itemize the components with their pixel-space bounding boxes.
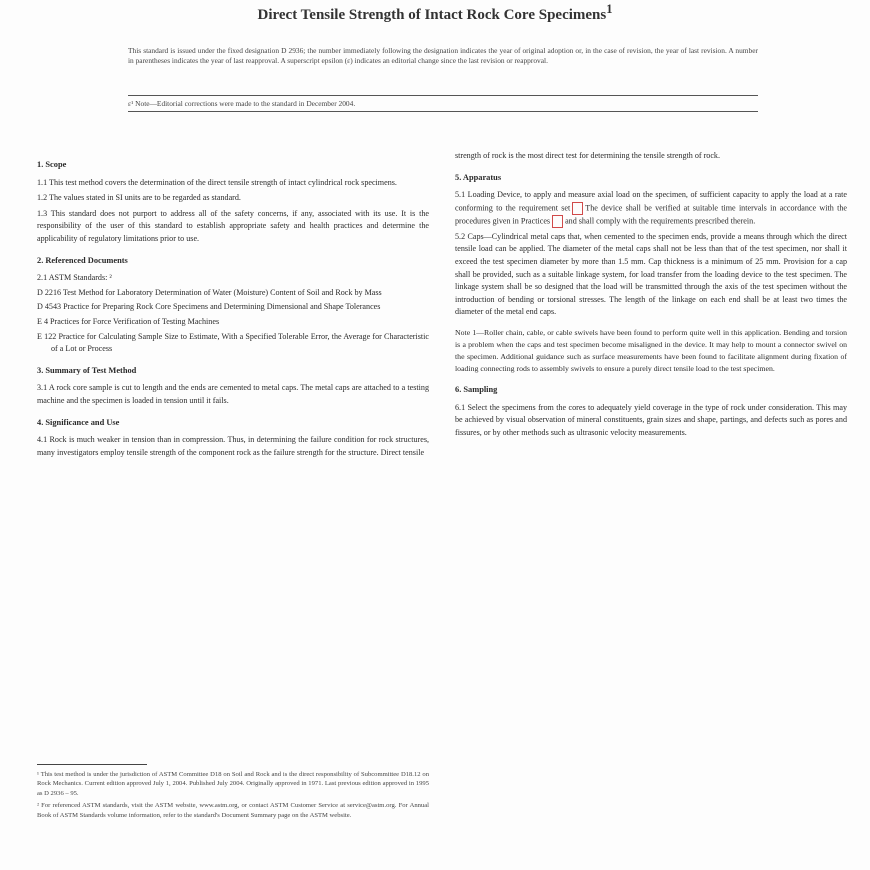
reference-item: 2.1 ASTM Standards: ² xyxy=(37,273,112,283)
footnote: ² For referenced ASTM standards, visit the ASTM website, www.astm.org, or contact ASTM Customer Service at service@astm.org. For Annual Book of ASTM Standards volume information, refer to the standard's Document Summary page on the ASTM website. xyxy=(37,802,429,819)
title-footnote-marker: 1 xyxy=(606,2,613,16)
left-column xyxy=(37,150,429,462)
section-heading: 1. Scope xyxy=(37,160,67,169)
bottom-divider xyxy=(128,111,758,112)
editorial-note: ε¹ Note—Editorial corrections were made to the standard in December 2004. xyxy=(128,99,356,108)
document-title xyxy=(0,0,870,24)
reference-item: E 4 Practices for Force Verification of Testing Machines xyxy=(37,316,220,326)
section-heading: 4. Significance and Use xyxy=(37,417,120,427)
footnote: ¹ This test method is under the jurisdiction of ASTM Committee D18 on Soil and Rock and is the direct responsibility of Subcommittee D18.12 on Rock Mechanics. Current edition approved July 1, 2004. Published July 2004. Originally approved in 1971. Last previous edition approved in 1995 as D 2936 – 95. xyxy=(37,771,429,797)
paragraph xyxy=(455,189,847,228)
paragraph: 5.2 Caps—Cylindrical metal caps that, when cemented to the specimen ends, provide a means through which the direct tensile load can be applied. The diameter of the metal caps shall not be less than that of the test specimen, nor shall it exceed the test specimen diameter by more than 1.5 mm. Cap thickness is a minimum of 25 mm. Provision for a cap shall be provided, such as a suitable linkage system, for load transfer from the loading device to the test specimen. The linkage system shall be so designed that the load will be transmitted through the axis of the test specimen without the introduction of bending or torsional stresses. The length of the linkage on each end shall be at least two times the diameter of the metal end caps. xyxy=(455,231,847,317)
section-heading: 3. Summary of Test Method xyxy=(37,365,137,375)
paragraph: 6.1 Select the specimens from the cores to adequately yield coverage in the type of rock under consideration. This may be achieved by visual observation of mineral constituents, grain sizes and shape, partings, and defects such as pores and fissures, or by other methods such as ultrasonic velocity measurements. xyxy=(455,402,847,437)
title-text: Direct Tensile Strength of Intact Rock Core Specimens xyxy=(257,7,607,23)
paragraph: 1.3 This standard does not purport to address all of the safety concerns, if any, associated with its use. It is the responsibility of the user of this standard to establish appropriate safety and health practices and determine the applicability of regulatory limitations prior to use. xyxy=(37,208,429,243)
top-divider xyxy=(128,95,758,96)
paragraph-text: and shall comply with the requirements prescribed therein. xyxy=(565,216,756,226)
footnotes xyxy=(37,770,429,823)
highlight-marker xyxy=(552,215,563,228)
designation-abstract: This standard is issued under the fixed designation D 2936; the number immediately following the designation indicates the year of original adoption or, in the case of revision, the year of last revision. A number in parentheses indicates the year of last reapproval. A superscript epsilon (ε) indicates an editorial change since the last revision or reapproval. xyxy=(128,46,758,65)
section-heading: 6. Sampling xyxy=(455,384,498,394)
reference-item: D 2216 Test Method for Laboratory Determination of Water (Moisture) Content of Soil and Rock by Mass xyxy=(37,287,382,297)
paragraph: 1.1 This test method covers the determination of the direct tensile strength of intact cylindrical rock specimens. xyxy=(37,177,397,187)
paragraph-text: 5.1 Loading Device, to apply and measure axial load on the specimen, of sufficient capacity to apply the load at a rate conforming to the requirement set xyxy=(455,190,847,213)
reference-item: E 122 Practice for Calculating Sample Size to Estimate, With a Specified Tolerable Error, the Average for Characteristic of a Lot or Process xyxy=(37,331,429,354)
section-heading: 5. Apparatus xyxy=(455,172,502,182)
highlight-marker xyxy=(572,202,583,215)
reference-item: D 4543 Practice for Preparing Rock Core Specimens and Determining Dimensional and Shape Tolerances xyxy=(37,302,381,312)
footnote-divider xyxy=(37,764,147,765)
note: Note 1—Roller chain, cable, or cable swivels have been found to perform quite well in this application. Bending and torsion is a problem when the caps and test specimen become misaligned in the device. It may help to mount a connector swivel on the specimen. Additional guidance such as surface measurements have been found to facilitate alignment during fixation of loading connecting rods to assembly swivels to ensure a purely direct tensile load to the test specimen. xyxy=(455,327,847,373)
paragraph: 4.1 Rock is much weaker in tension than in compression. Thus, in determining the failure condition for rock structures, many investigators employ tensile strength of the component rock as the failure strength for the structure. Direct tensile xyxy=(37,435,429,457)
paragraph: strength of rock is the most direct test for determining the tensile strength of rock. xyxy=(455,151,721,160)
section-heading: 2. Referenced Documents xyxy=(37,255,128,265)
paragraph-text: The device shall be verified at suitable time intervals in accordance with the procedures given in Practices xyxy=(455,203,848,226)
right-column xyxy=(455,150,847,442)
paragraph: 1.2 The values stated in SI units are to be regarded as standard. xyxy=(37,193,241,203)
paragraph: 3.1 A rock core sample is cut to length and the ends are cemented to metal caps. The metal caps are attached to a testing machine and the specimen is loaded in tension until it fails. xyxy=(37,383,429,405)
